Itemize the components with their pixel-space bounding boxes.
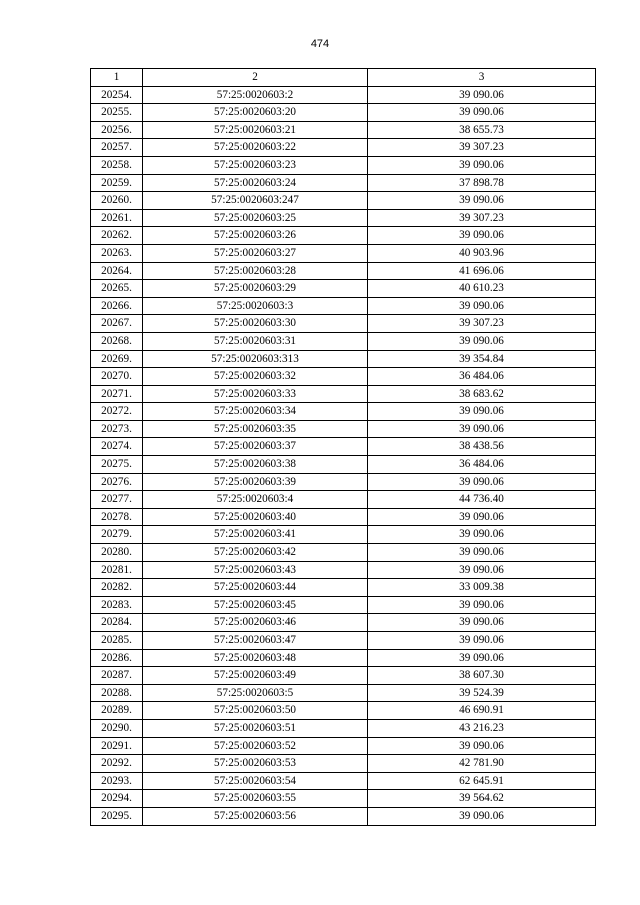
cadastral-number-cell: 57:25:0020603:50 — [143, 702, 368, 720]
cadastral-number-cell: 57:25:0020603:25 — [143, 209, 368, 227]
table-row — [91, 667, 596, 685]
row-number-cell: 20262. — [91, 227, 143, 245]
value-cell: 39 090.06 — [368, 737, 596, 755]
row-number-cell: 20279. — [91, 526, 143, 544]
table-row — [91, 579, 596, 597]
cadastral-number-cell: 57:25:0020603:41 — [143, 526, 368, 544]
row-number-cell: 20288. — [91, 684, 143, 702]
row-number-cell: 20260. — [91, 192, 143, 210]
table-row — [91, 561, 596, 579]
cadastral-number-cell: 57:25:0020603:26 — [143, 227, 368, 245]
cadastral-number-cell: 57:25:0020603:51 — [143, 719, 368, 737]
value-cell: 39 307.23 — [368, 315, 596, 333]
table-row — [91, 790, 596, 808]
table-row — [91, 544, 596, 562]
value-cell: 39 090.06 — [368, 807, 596, 825]
cadastral-number-cell: 57:25:0020603:22 — [143, 139, 368, 157]
row-number-cell: 20261. — [91, 209, 143, 227]
cadastral-number-cell: 57:25:0020603:3 — [143, 297, 368, 315]
cadastral-number-cell: 57:25:0020603:34 — [143, 403, 368, 421]
cadastral-number-cell: 57:25:0020603:44 — [143, 579, 368, 597]
cadastral-number-cell: 57:25:0020603:313 — [143, 350, 368, 368]
cadastral-number-cell: 57:25:0020603:5 — [143, 684, 368, 702]
value-cell: 40 903.96 — [368, 244, 596, 262]
value-cell: 39 090.06 — [368, 420, 596, 438]
row-number-cell: 20256. — [91, 121, 143, 139]
table-row — [91, 368, 596, 386]
row-number-cell: 20275. — [91, 456, 143, 474]
row-number-cell: 20278. — [91, 508, 143, 526]
table-row — [91, 614, 596, 632]
table-row — [91, 297, 596, 315]
table-row — [91, 737, 596, 755]
value-cell: 38 655.73 — [368, 121, 596, 139]
value-cell: 39 090.06 — [368, 156, 596, 174]
cadastral-number-cell: 57:25:0020603:30 — [143, 315, 368, 333]
cadastral-number-cell: 57:25:0020603:33 — [143, 385, 368, 403]
cadastral-number-cell: 57:25:0020603:24 — [143, 174, 368, 192]
value-cell: 39 307.23 — [368, 139, 596, 157]
value-cell: 38 438.56 — [368, 438, 596, 456]
cadastral-number-cell: 57:25:0020603:2 — [143, 86, 368, 104]
table-row — [91, 807, 596, 825]
cadastral-number-cell: 57:25:0020603:53 — [143, 755, 368, 773]
row-number-cell: 20255. — [91, 104, 143, 122]
row-number-cell: 20270. — [91, 368, 143, 386]
cadastral-number-cell: 57:25:0020603:29 — [143, 280, 368, 298]
cadastral-number-cell: 57:25:0020603:56 — [143, 807, 368, 825]
value-cell: 39 090.06 — [368, 526, 596, 544]
table-row — [91, 227, 596, 245]
value-cell: 43 216.23 — [368, 719, 596, 737]
cadastral-number-cell: 57:25:0020603:39 — [143, 473, 368, 491]
cadastral-number-cell: 57:25:0020603:52 — [143, 737, 368, 755]
cadastral-number-cell: 57:25:0020603:55 — [143, 790, 368, 808]
table-row — [91, 192, 596, 210]
row-number-cell: 20290. — [91, 719, 143, 737]
row-number-cell: 20294. — [91, 790, 143, 808]
table-row — [91, 139, 596, 157]
row-number-cell: 20291. — [91, 737, 143, 755]
value-cell: 39 090.06 — [368, 508, 596, 526]
column-header-1: 1 — [91, 69, 143, 87]
value-cell: 39 090.06 — [368, 104, 596, 122]
row-number-cell: 20274. — [91, 438, 143, 456]
cadastral-number-cell: 57:25:0020603:4 — [143, 491, 368, 509]
cadastral-number-cell: 57:25:0020603:45 — [143, 596, 368, 614]
row-number-cell: 20272. — [91, 403, 143, 421]
table-row — [91, 755, 596, 773]
row-number-cell: 20283. — [91, 596, 143, 614]
cadastral-number-cell: 57:25:0020603:20 — [143, 104, 368, 122]
cadastral-number-cell: 57:25:0020603:38 — [143, 456, 368, 474]
table-row — [91, 526, 596, 544]
table-header — [91, 69, 596, 87]
column-header-3: 3 — [368, 69, 596, 87]
row-number-cell: 20254. — [91, 86, 143, 104]
table-row — [91, 86, 596, 104]
row-number-cell: 20287. — [91, 667, 143, 685]
table-row — [91, 385, 596, 403]
column-header-2: 2 — [143, 69, 368, 87]
row-number-cell: 20265. — [91, 280, 143, 298]
row-number-cell: 20284. — [91, 614, 143, 632]
cadastral-number-cell: 57:25:0020603:47 — [143, 632, 368, 650]
table-row — [91, 508, 596, 526]
cadastral-number-cell: 57:25:0020603:28 — [143, 262, 368, 280]
table-row — [91, 491, 596, 509]
table-row — [91, 632, 596, 650]
value-cell: 39 090.06 — [368, 596, 596, 614]
table-row — [91, 332, 596, 350]
table-body — [91, 86, 596, 825]
row-number-cell: 20289. — [91, 702, 143, 720]
value-cell: 44 736.40 — [368, 491, 596, 509]
table-row — [91, 420, 596, 438]
table-row — [91, 104, 596, 122]
row-number-cell: 20268. — [91, 332, 143, 350]
cadastral-number-cell: 57:25:0020603:31 — [143, 332, 368, 350]
row-number-cell: 20282. — [91, 579, 143, 597]
table-row — [91, 121, 596, 139]
value-cell: 42 781.90 — [368, 755, 596, 773]
value-cell: 41 696.06 — [368, 262, 596, 280]
table-row — [91, 456, 596, 474]
row-number-cell: 20263. — [91, 244, 143, 262]
table-row — [91, 209, 596, 227]
table-row — [91, 280, 596, 298]
value-cell: 33 009.38 — [368, 579, 596, 597]
table-row — [91, 262, 596, 280]
value-cell: 39 564.62 — [368, 790, 596, 808]
row-number-cell: 20269. — [91, 350, 143, 368]
value-cell: 39 090.06 — [368, 332, 596, 350]
cadastral-number-cell: 57:25:0020603:48 — [143, 649, 368, 667]
value-cell: 39 090.06 — [368, 473, 596, 491]
row-number-cell: 20286. — [91, 649, 143, 667]
value-cell: 37 898.78 — [368, 174, 596, 192]
row-number-cell: 20273. — [91, 420, 143, 438]
value-cell: 39 090.06 — [368, 544, 596, 562]
row-number-cell: 20266. — [91, 297, 143, 315]
value-cell: 39 090.06 — [368, 297, 596, 315]
row-number-cell: 20259. — [91, 174, 143, 192]
value-cell: 38 607.30 — [368, 667, 596, 685]
cadastral-number-cell: 57:25:0020603:54 — [143, 772, 368, 790]
value-cell: 39 090.06 — [368, 403, 596, 421]
value-cell: 39 090.06 — [368, 649, 596, 667]
value-cell: 39 090.06 — [368, 614, 596, 632]
value-cell: 36 484.06 — [368, 368, 596, 386]
cadastral-number-cell: 57:25:0020603:49 — [143, 667, 368, 685]
row-number-cell: 20281. — [91, 561, 143, 579]
cadastral-number-cell: 57:25:0020603:32 — [143, 368, 368, 386]
table-row — [91, 350, 596, 368]
row-number-cell: 20295. — [91, 807, 143, 825]
value-cell: 39 524.39 — [368, 684, 596, 702]
cadastral-number-cell: 57:25:0020603:247 — [143, 192, 368, 210]
row-number-cell: 20257. — [91, 139, 143, 157]
row-number-cell: 20293. — [91, 772, 143, 790]
value-cell: 39 090.06 — [368, 86, 596, 104]
cadastral-number-cell: 57:25:0020603:42 — [143, 544, 368, 562]
table-row — [91, 719, 596, 737]
table-row — [91, 438, 596, 456]
header-row — [91, 69, 596, 87]
table-row — [91, 156, 596, 174]
table-row — [91, 315, 596, 333]
table-row — [91, 403, 596, 421]
row-number-cell: 20264. — [91, 262, 143, 280]
row-number-cell: 20267. — [91, 315, 143, 333]
table-row — [91, 684, 596, 702]
page-number: 474 — [310, 38, 330, 50]
row-number-cell: 20277. — [91, 491, 143, 509]
table-row — [91, 596, 596, 614]
row-number-cell: 20280. — [91, 544, 143, 562]
registry-table — [90, 68, 596, 826]
value-cell: 46 690.91 — [368, 702, 596, 720]
table-row — [91, 649, 596, 667]
value-cell: 39 090.06 — [368, 561, 596, 579]
value-cell: 39 090.06 — [368, 227, 596, 245]
cadastral-number-cell: 57:25:0020603:27 — [143, 244, 368, 262]
cadastral-number-cell: 57:25:0020603:23 — [143, 156, 368, 174]
row-number-cell: 20271. — [91, 385, 143, 403]
cadastral-number-cell: 57:25:0020603:43 — [143, 561, 368, 579]
value-cell: 39 307.23 — [368, 209, 596, 227]
value-cell: 40 610.23 — [368, 280, 596, 298]
cadastral-number-cell: 57:25:0020603:21 — [143, 121, 368, 139]
value-cell: 36 484.06 — [368, 456, 596, 474]
value-cell: 62 645.91 — [368, 772, 596, 790]
cadastral-number-cell: 57:25:0020603:40 — [143, 508, 368, 526]
row-number-cell: 20292. — [91, 755, 143, 773]
row-number-cell: 20285. — [91, 632, 143, 650]
cadastral-number-cell: 57:25:0020603:37 — [143, 438, 368, 456]
row-number-cell: 20276. — [91, 473, 143, 491]
value-cell: 38 683.62 — [368, 385, 596, 403]
row-number-cell: 20258. — [91, 156, 143, 174]
cadastral-number-cell: 57:25:0020603:46 — [143, 614, 368, 632]
table-row — [91, 244, 596, 262]
value-cell: 39 090.06 — [368, 632, 596, 650]
table-row — [91, 772, 596, 790]
value-cell: 39 090.06 — [368, 192, 596, 210]
cadastral-number-cell: 57:25:0020603:35 — [143, 420, 368, 438]
table-row — [91, 702, 596, 720]
table-row — [91, 473, 596, 491]
value-cell: 39 354.84 — [368, 350, 596, 368]
table-row — [91, 174, 596, 192]
